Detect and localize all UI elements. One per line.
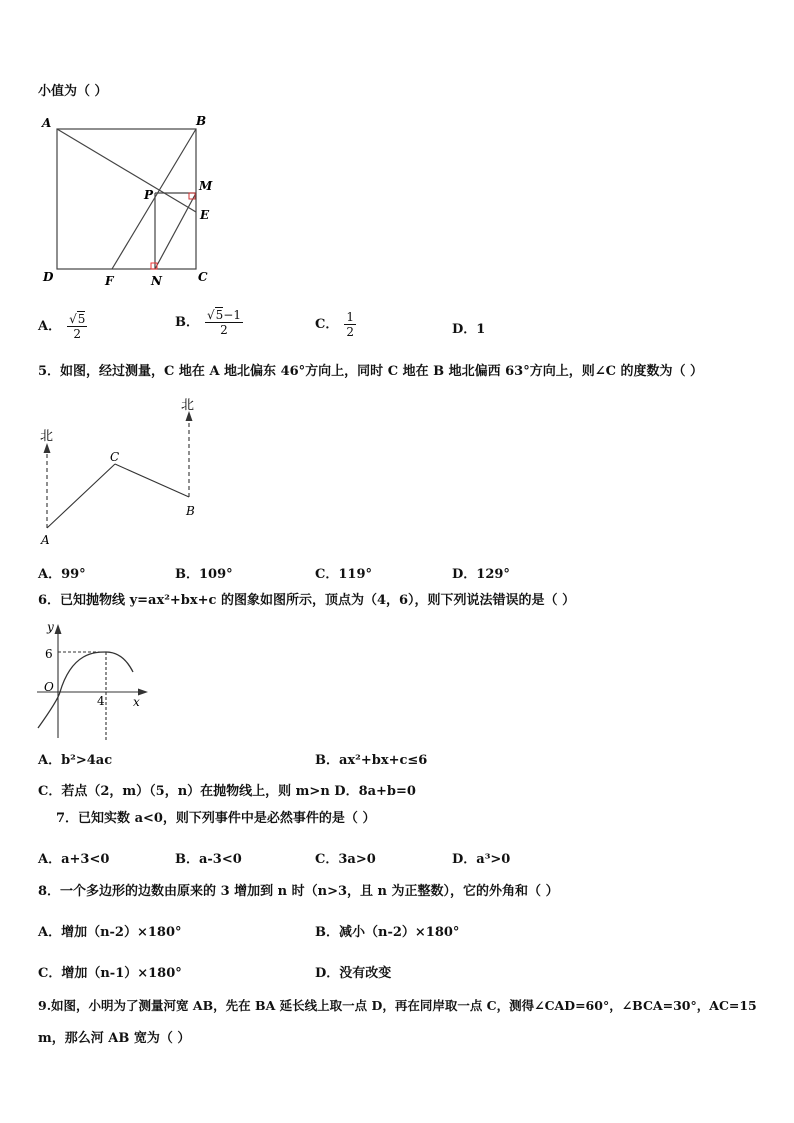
north-label-a: 北	[40, 429, 54, 444]
label-f: F	[105, 274, 114, 288]
q5-option-a: A．99°	[38, 567, 86, 582]
q6-option-a: A．b²>4ac	[38, 753, 113, 768]
label-p: P	[144, 188, 154, 202]
label-x: x	[133, 695, 140, 709]
q6-option-cd: C．若点（2，m）（5，n）在抛物线上，则 m>n D．8a+b=0	[38, 784, 416, 799]
label-m: M	[199, 179, 213, 193]
label-n: N	[151, 274, 162, 288]
q7-option-c: C．3a>0	[315, 852, 376, 867]
q8-option-a: A．增加（n-2）×180°	[38, 925, 182, 940]
label-y: y	[47, 620, 54, 634]
q8-option-c: C．增加（n-1）×180°	[38, 966, 182, 981]
q4-option-d: D．1	[452, 322, 486, 337]
q7-option-b: B．a-3<0	[175, 852, 242, 867]
q4-option-c: C． $\frac{1}{2}$	[315, 310, 354, 339]
label-b: B	[196, 114, 207, 128]
label-six: 6	[45, 647, 53, 661]
q8-stem: 8．一个多边形的边数由原来的 3 增加到 n 时（n>3，且 n 为正整数），它的外角和（ ）	[38, 884, 559, 899]
label-a: A	[41, 533, 50, 547]
q8-option-d: D．没有改变	[315, 966, 392, 981]
q5-option-d: D．129°	[452, 567, 510, 582]
q9-stem-line2: m，那么河 AB 宽为（ ）	[38, 1031, 191, 1046]
q4-option-b: B． $\frac{√5-1}{2}$	[175, 308, 241, 337]
q6-option-b: B．ax²+bx+c≤6	[315, 753, 428, 768]
label-four: 4	[97, 694, 105, 708]
q9-stem-line1: 9.如图，小明为了测量河宽 AB，先在 BA 延长线上取一点 D，再在同岸取一点 C，测得∠CAD=60°，∠BCA=30°，AC=15	[38, 998, 757, 1013]
q4-option-a: A． $\frac{√5}{2}$	[38, 312, 86, 341]
q7-stem: 7．已知实数 a<0，则下列事件中是必然事件的是（ ）	[56, 811, 376, 826]
label-b: B	[186, 504, 195, 518]
label-a: A	[42, 116, 52, 130]
label-o: O	[44, 680, 54, 694]
north-label-b: 北	[181, 398, 195, 413]
q4-stem-tail: 小值为（ ）	[38, 84, 108, 99]
q5-stem: 5．如图，经过测量，C 地在 A 地北偏东 46°方向上，同时 C 地在 B 地北偏西 63°方向上，则∠C 的度数为（ ）	[38, 364, 704, 379]
label-e: E	[200, 208, 210, 222]
q8-option-b: B．减小（n-2）×180°	[315, 925, 460, 940]
label-c: C	[198, 270, 208, 284]
label-c: C	[110, 450, 120, 464]
label-d: D	[43, 270, 54, 284]
q5-option-b: B．109°	[175, 567, 233, 582]
q7-option-a: A．a+3<0	[38, 852, 110, 867]
q5-option-c: C．119°	[315, 567, 372, 582]
q6-stem: 6．已知抛物线 y=ax²+bx+c 的图象如图所示，顶点为（4，6），则下列说法错误的是（ ）	[38, 593, 576, 608]
q7-option-d: D．a³>0	[452, 852, 511, 867]
y-arrow	[55, 624, 62, 634]
